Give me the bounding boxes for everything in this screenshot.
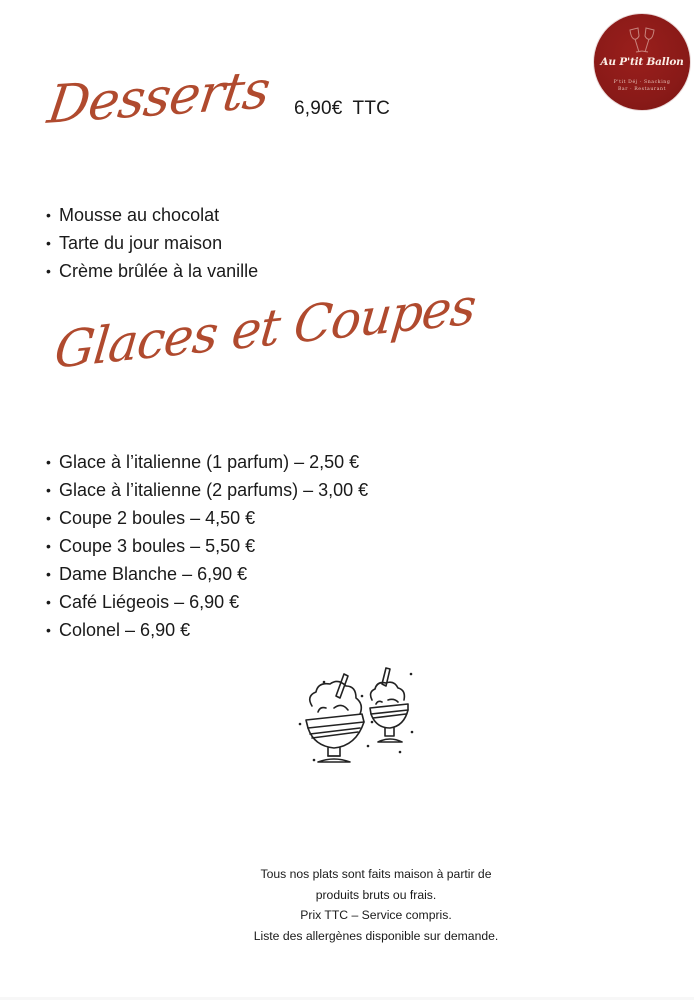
footer-line: Prix TTC – Service compris. [300, 908, 452, 922]
list-item [46, 448, 368, 476]
footer-line: Liste des allergènes disponible sur demande. [253, 928, 499, 943]
footer-notes [216, 864, 536, 946]
bullet: • [46, 566, 51, 582]
list-item [46, 560, 368, 588]
glaces-heading: Glaces et Coupes [52, 276, 479, 380]
list-item [46, 588, 368, 616]
list-item [46, 616, 368, 644]
sundae-right [370, 668, 408, 742]
list-item [46, 229, 258, 257]
glace-item-label: Café Liégeois – 6,90 € [59, 592, 240, 612]
glace-item-label: Dame Blanche – 6,90 € [59, 564, 248, 584]
desserts-price-suffix: TTC [352, 98, 391, 119]
glace-item-label: Coupe 2 boules – 4,50 € [59, 508, 256, 528]
desserts-price [294, 98, 390, 120]
dessert-item-label: Mousse au chocolat [59, 205, 220, 225]
bullet: • [46, 510, 51, 526]
bullet: • [46, 594, 51, 610]
bullet: • [46, 454, 51, 470]
logo-name: Au P'tit Ballon [600, 56, 684, 68]
list-item [46, 257, 258, 285]
restaurant-logo [594, 14, 690, 110]
dessert-item-label: Tarte du jour maison [59, 233, 223, 253]
glaces-list [46, 448, 368, 644]
logo-subtitle-line1: P'tit Déj · Snacking [613, 80, 671, 85]
bullet: • [46, 235, 51, 251]
bullet: • [46, 263, 51, 279]
dessert-item-label: Crème brûlée à la vanille [59, 261, 259, 281]
desserts-heading: Desserts [44, 59, 274, 136]
list-item [46, 201, 258, 229]
bullet: • [46, 482, 51, 498]
wine-glasses-icon [624, 24, 660, 60]
list-item [46, 476, 368, 504]
bullet: • [46, 538, 51, 554]
bullet: • [46, 622, 51, 638]
list-item [46, 532, 368, 560]
logo-subtitle-line2: Bar · Restaurant [617, 87, 667, 92]
bullet: • [46, 207, 51, 223]
list-item [46, 504, 368, 532]
ice-cream-sundae-icon [290, 662, 415, 772]
glace-item-label: Coupe 3 boules – 5,50 € [59, 536, 256, 556]
glace-item-label: Colonel – 6,90 € [59, 620, 191, 640]
footer-line: Tous nos plats sont faits maison à partir de [260, 867, 492, 881]
sundae-left [306, 674, 364, 762]
footer-line: produits bruts ou frais. [315, 887, 437, 902]
glace-item-label: Glace à l’italienne (2 parfums) – 3,00 € [59, 480, 369, 500]
glace-item-label: Glace à l’italienne (1 parfum) – 2,50 € [59, 452, 360, 472]
desserts-price-value: 6,90€ [294, 98, 343, 119]
desserts-list [46, 201, 258, 285]
